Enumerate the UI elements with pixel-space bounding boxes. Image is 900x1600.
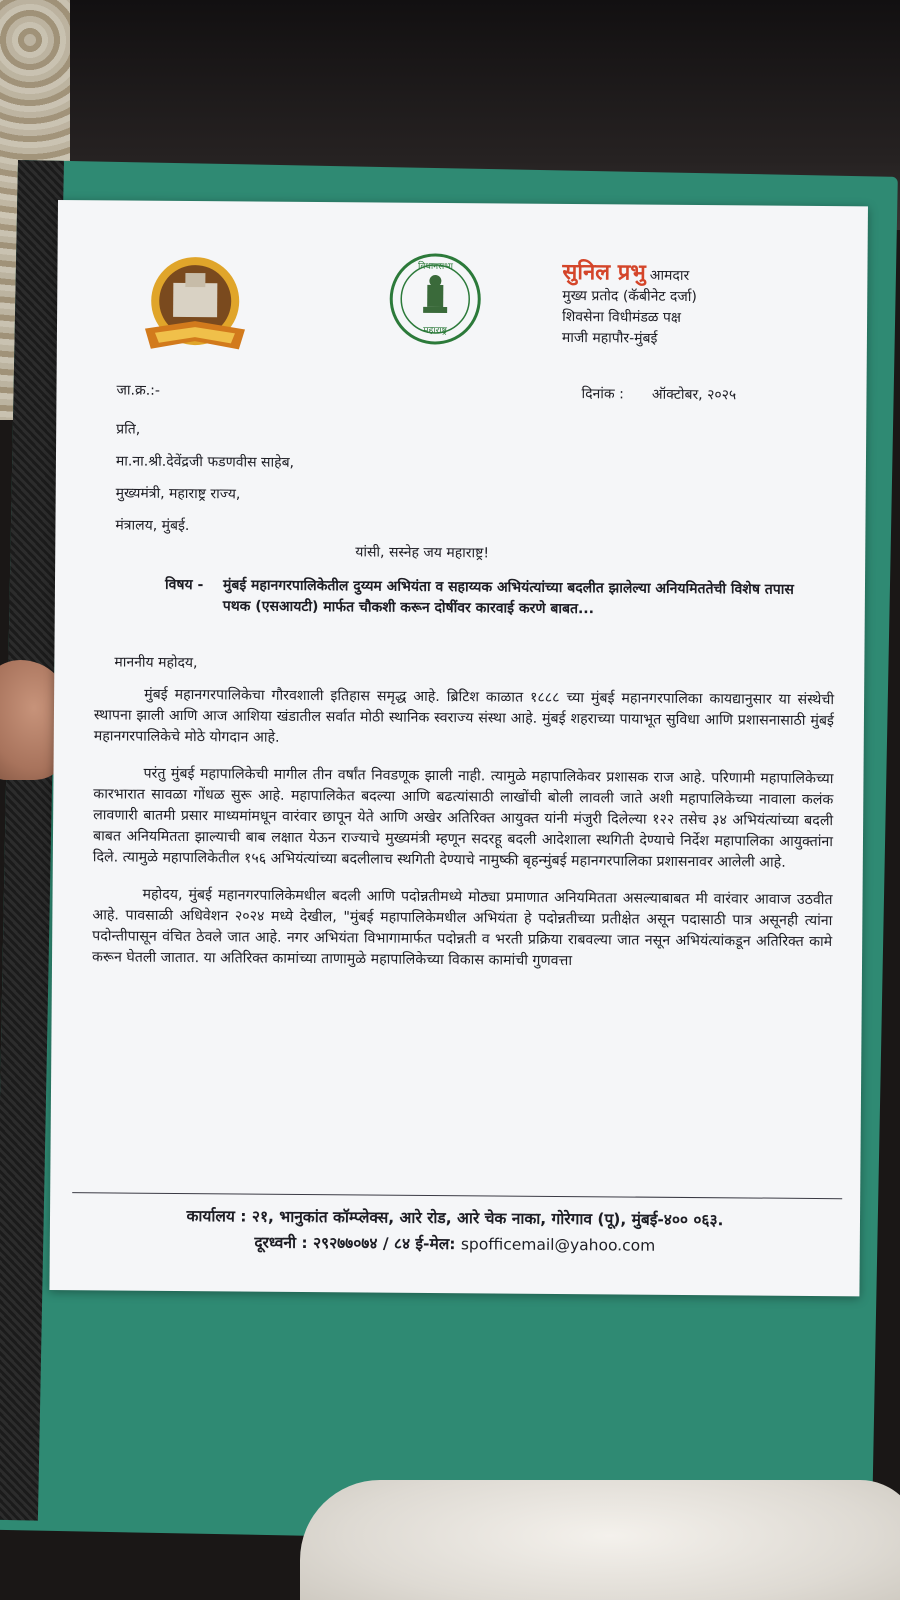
sender-line-2: शिवसेना विधीमंडळ पक्ष bbox=[562, 308, 681, 326]
letter-page bbox=[49, 200, 868, 1296]
letter-body bbox=[92, 684, 834, 990]
subject-label: विषय - bbox=[164, 576, 204, 594]
sender-line-3: माजी महापौर-मुंबई bbox=[561, 329, 658, 347]
body-paragraph-1: मुंबई महानगरपालिकेचा गौरवशाली इतिहास समृद्ध आहे. ब्रिटिश काळात १८८८ च्या मुंबई महानगरपालिका कायद्यानुसार या संस्थेची स्थापना झाली आणि आज आशिया खंडातील सर्वात मोठी स्थानिक स्वराज्य संस्था आहे. मुंबई शहराच्या पायाभूत सुविधा आणि प्रशासनासाठी मुंबई महानगरपालिकेचे मोठे योगदान आहे. bbox=[93, 686, 835, 746]
body-paragraph-3: महोदय, मुंबई महानगरपालिकेमधील बदली आणि पदोन्नतीमध्ये मोठ्या प्रमाणात अनियमितता असल्याबाबत मी वारंवार आवाज उठवीत आहे. पावसाळी अधिवेशन २०२४ मध्ये देखील, "मुंबई महापालिकेमधील अभियंता हे पदोन्नतीच्या प्रतीक्षेत असून पदासाठी पात्र असूनही त्यांना पदोन्तीपासून वंचित ठेवले जात आहे. नगर अभियंता विभागामार्फत पदोन्नती व भरती प्रक्रिया राबवल्या जात नसून अभियंत्यांकडून अतिरिक्त कामे करून घेतली जातात. या अतिरिक्त कामांच्या ताणामुळे महापालिकेच्या विकास कामांची गुणवत्ता bbox=[91, 886, 833, 970]
shivsena-emblem-icon bbox=[135, 251, 256, 362]
reference-number: जा.क्र.:- bbox=[116, 382, 161, 399]
recipient-line-1: प्रति, bbox=[116, 421, 141, 438]
sender-line-1: मुख्य प्रतोद (कॅबीनेट दर्जा) bbox=[562, 287, 697, 306]
subject-block bbox=[164, 575, 815, 618]
footer-contact bbox=[50, 1228, 860, 1260]
footer-address: कार्यालय : २१, भानुकांत कॉम्प्लेक्स, आरे रोड, आरे चेक नाका, गोरेगाव (पू), मुंबई-४०० ०६३. bbox=[186, 1207, 724, 1230]
white-cloth bbox=[300, 1480, 900, 1600]
subject-text: मुंबई महानगरपालिकेतील दुय्यम अभियंता व सहाय्यक अभियंत्यांच्या बदलीत झालेल्या अनियमिततेची विशेष तपास पथक (एसआयटी) मार्फत चौकशी करून दोषींवर कारवाई करणे बाबत... bbox=[222, 577, 794, 618]
letter-footer bbox=[50, 1202, 860, 1260]
footer-divider bbox=[72, 1192, 842, 1199]
seal-text-top: विधानसभा bbox=[417, 261, 454, 273]
footer-email: spofficemail@yahoo.com bbox=[460, 1235, 656, 1255]
footer-phone: दूरध्वनी : २९२७७०७४ / ८४ ई-मेल: bbox=[254, 1233, 456, 1254]
greeting: यांसी, सस्नेह जय महाराष्ट्र! bbox=[355, 544, 490, 562]
date-value: ऑक्टोबर, २०२५ bbox=[651, 386, 737, 404]
recipient-line-4: मंत्रालय, मुंबई. bbox=[115, 517, 190, 535]
recipient-line-3: मुख्यमंत्री, महाराष्ट्र राज्य, bbox=[115, 485, 241, 503]
body-paragraph-2: परंतु मुंबई महापालिकेची मागील तीन वर्षांत निवडणूक झाली नाही. त्यामुळे महापालिकेवर प्रशासक राज आहे. परिणामी महापालिकेच्या कारभारात सावळा गोंधळ सुरू आहे. महापालिकेत बदल्या आणि बढत्यांसाठी लाखोंची बोली लावली जाते अशी महापालिकेच्या नावाला कलंक लावणारी बातमी प्रसार माध्यमांमधून वारंवार छापून येते आणि अखेर अतिरिक्त आयुक्त यांनी मंजुरी दिलेल्या १२२ तसेच ३४ अभियंत्यांच्या बदली बाबत अनियमितता झाल्याची बाब लक्षात येऊन राज्याचे मुख्यमंत्री म्हणून सदरहू बदली आदेशाला स्थगिती देण्याचे निर्देश महापालिका आयुक्तांना दिले. त्यामुळे महापालिकेतील १५६ अभियंत्यांच्या बदलीलाच स्थगिती देण्याचे नामुष्की बृहन्मुंबई महानगरपालिका प्रशासनावर आलेली आहे. bbox=[92, 765, 834, 871]
sender-name-row bbox=[562, 256, 852, 288]
letter-date bbox=[581, 384, 736, 404]
vidhansabha-seal-icon bbox=[387, 251, 484, 348]
date-label: दिनांक : bbox=[581, 386, 624, 403]
recipient-line-2: मा.ना.श्री.देवेंद्रजी फडणवीस साहेब, bbox=[115, 453, 295, 471]
recipient-block bbox=[115, 413, 294, 542]
salutation: माननीय महोदय, bbox=[114, 654, 198, 672]
sender-name: सुनिल प्रभु bbox=[562, 259, 646, 286]
letterhead-sender bbox=[562, 256, 853, 351]
seal-text-bottom: महाराष्ट्र bbox=[423, 325, 447, 337]
sender-role: आमदार bbox=[649, 267, 690, 284]
